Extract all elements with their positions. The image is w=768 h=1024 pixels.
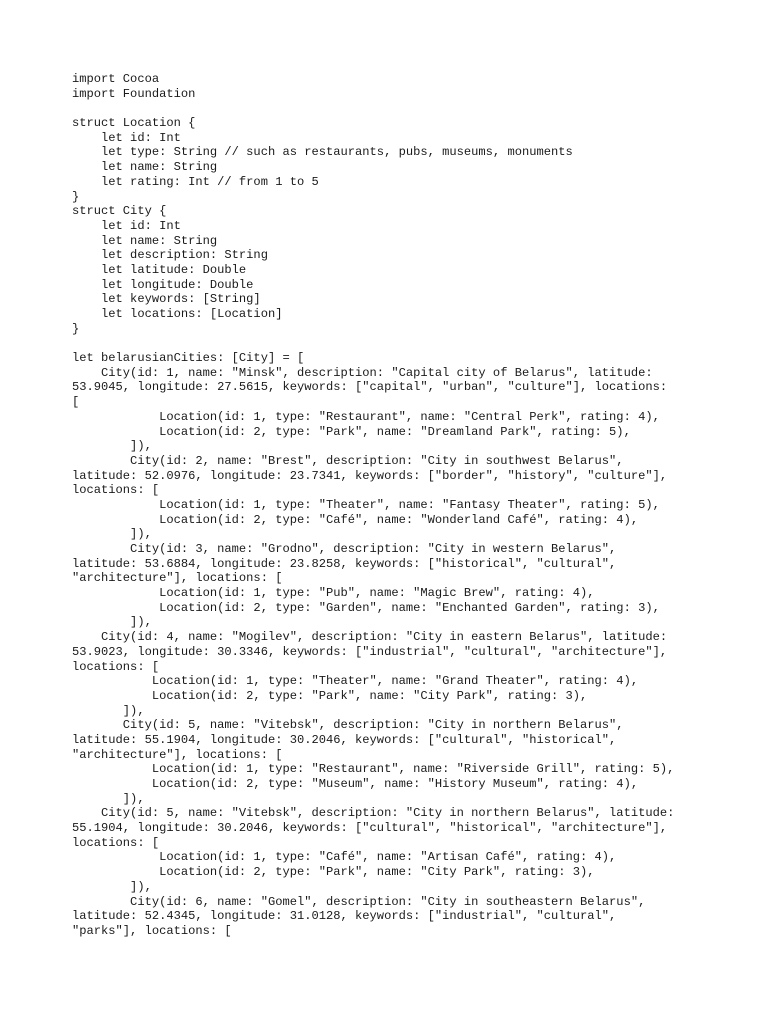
code-line: "architecture"], locations: [ (72, 747, 283, 762)
code-line: let id: Int (72, 130, 181, 145)
code-line: "parks"], locations: [ (72, 923, 232, 938)
code-line: Location(id: 2, type: "Park", name: "City Park", rating: 3), (72, 865, 595, 880)
code-line: import Cocoa (72, 72, 160, 86)
code-line: latitude: 53.6884, longitude: 23.8258, keywords: ["historical", "cultural", (72, 556, 617, 571)
code-line: 55.1904, longitude: 30.2046, keywords: ["cultural", "historical", "architecture"], (72, 821, 668, 836)
code-line: Location(id: 1, type: "Theater", name: "Grand Theater", rating: 4), (72, 674, 639, 689)
code-line: struct City { (72, 204, 167, 219)
code-line: Location(id: 1, type: "Pub", name: "Magic Brew", rating: 4), (72, 586, 595, 601)
code-line: locations: [ (72, 483, 160, 498)
code-line: } (72, 189, 80, 204)
code-line: 53.9023, longitude: 30.3346, keywords: ["industrial", "cultural", "architecture"], (72, 644, 668, 659)
code-line: ]), (72, 527, 152, 542)
code-line: let rating: Int // from 1 to 5 (72, 174, 319, 189)
code-line: let description: String (72, 248, 268, 263)
code-document (72, 72, 702, 939)
code-line: Location(id: 1, type: "Restaurant", name: "Riverside Grill", rating: 5), (72, 762, 675, 777)
code-line (72, 336, 702, 351)
code-line: Location(id: 1, type: "Restaurant", name: "Central Perk", rating: 4), (72, 409, 660, 424)
code-line: ]), (72, 703, 145, 718)
code-line (72, 101, 702, 116)
code-line: City(id: 4, name: "Mogilev", description: "City in eastern Belarus", latitude: (72, 630, 668, 645)
code-line: let name: String (72, 160, 218, 175)
code-line: let keywords: [String] (72, 292, 261, 307)
code-line: let name: String (72, 233, 218, 248)
code-line: "architecture"], locations: [ (72, 571, 283, 586)
code-line: } (72, 321, 80, 336)
code-line: let belarusianCities: [City] = [ (72, 351, 305, 366)
code-line: let id: Int (72, 218, 181, 233)
code-line: Location(id: 2, type: "Café", name: "Wonderland Café", rating: 4), (72, 512, 639, 527)
code-line: [ (72, 395, 80, 410)
code-line: struct Location { (72, 116, 196, 131)
code-line: let type: String // such as restaurants, pubs, museums, monuments (72, 145, 573, 160)
code-line: Location(id: 2, type: "Museum", name: "History Museum", rating: 4), (72, 777, 639, 791)
code-line: Location(id: 2, type: "Park", name: "Dreamland Park", rating: 5), (72, 424, 631, 439)
code-line: let locations: [Location] (72, 307, 283, 321)
code-line: Location(id: 1, type: "Theater", name: "Fantasy Theater", rating: 5), (72, 497, 660, 512)
code-line: locations: [ (72, 659, 160, 674)
code-line: ]), (72, 791, 145, 806)
code-line: let longitude: Double (72, 277, 254, 292)
code-line: import Foundation (72, 86, 196, 101)
code-line: latitude: 52.4345, longitude: 31.0128, keywords: ["industrial", "cultural", (72, 909, 617, 924)
code-line: locations: [ (72, 835, 160, 850)
code-line: ]), (72, 879, 152, 894)
code-line: City(id: 1, name: "Minsk", description: "Capital city of Belarus", latitude: (72, 365, 653, 380)
code-line: City(id: 2, name: "Brest", description: "City in southwest Belarus", (72, 453, 624, 468)
code-line: latitude: 52.0976, longitude: 23.7341, keywords: ["border", "history", "culture"], (72, 468, 668, 483)
code-line: 53.9045, longitude: 27.5615, keywords: ["capital", "urban", "culture"], locations: (72, 380, 668, 395)
code-line: ]), (72, 615, 152, 630)
code-line: City(id: 3, name: "Grodno", description: "City in western Belarus", (72, 542, 617, 556)
code-line: let latitude: Double (72, 262, 247, 277)
code-line: latitude: 55.1904, longitude: 30.2046, keywords: ["cultural", "historical", (72, 732, 617, 747)
code-line: ]), (72, 439, 152, 454)
code-line: City(id: 6, name: "Gomel", description: "City in southeastern Belarus", (72, 894, 646, 909)
code-line: City(id: 5, name: "Vitebsk", description: "City in northern Belarus", latitude: (72, 806, 675, 821)
code-line: City(id: 5, name: "Vitebsk", description: "City in northern Belarus", (72, 718, 624, 733)
code-line: Location(id: 2, type: "Garden", name: "Enchanted Garden", rating: 3), (72, 600, 660, 615)
code-line: Location(id: 2, type: "Park", name: "City Park", rating: 3), (72, 688, 588, 703)
code-line: Location(id: 1, type: "Café", name: "Artisan Café", rating: 4), (72, 850, 617, 865)
